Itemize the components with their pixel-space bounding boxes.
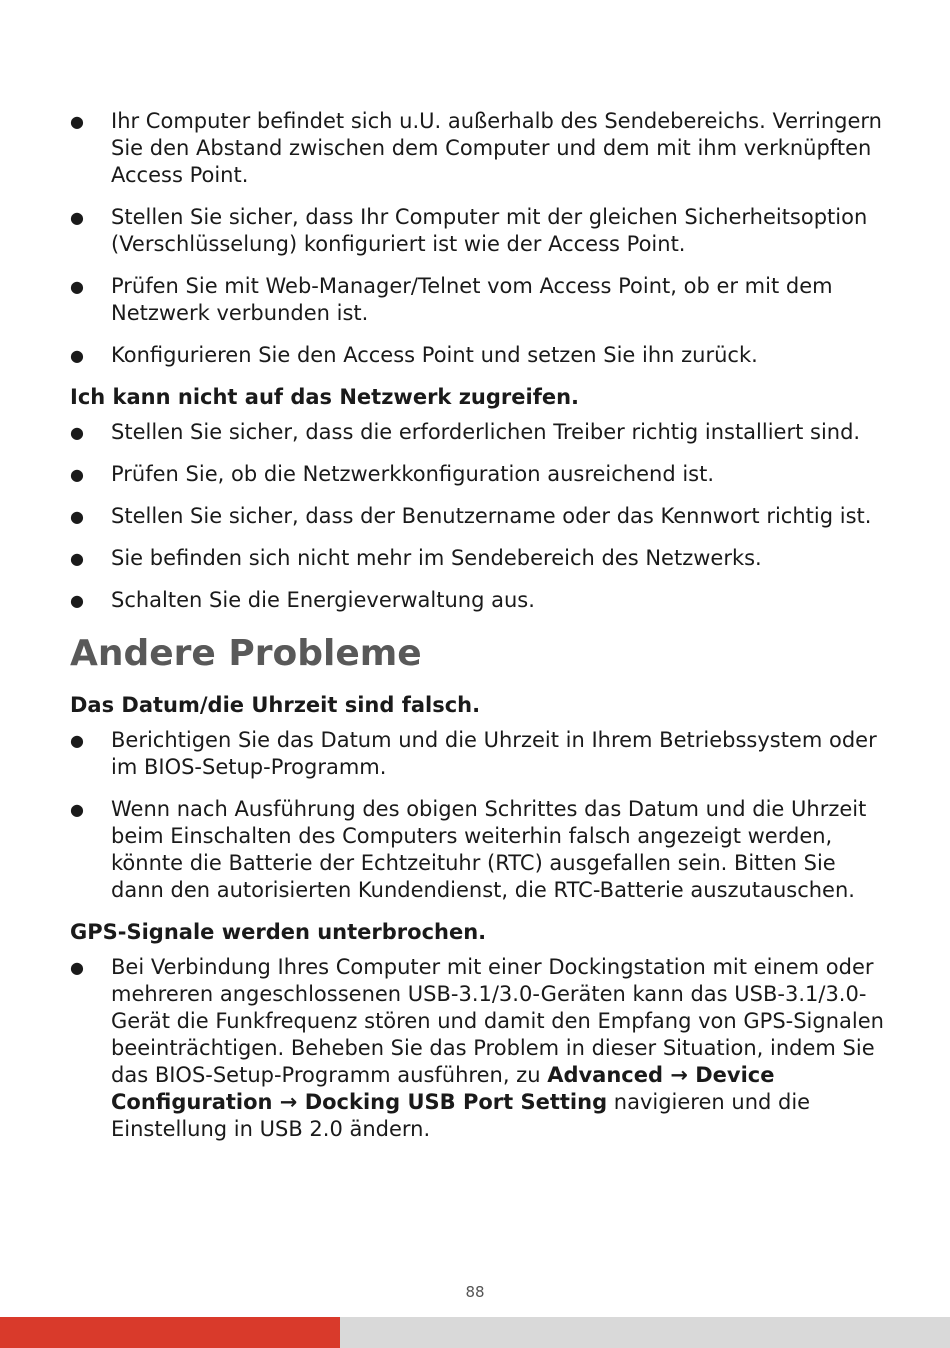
top-bullet-list <box>70 108 885 369</box>
list-item-text: Prüfen Sie, ob die Netzwerkkonfiguration ausreichend ist. <box>111 462 715 486</box>
bullet-icon: ● <box>70 112 84 131</box>
bullet-icon: ● <box>70 507 84 526</box>
list-item <box>70 545 885 572</box>
list-item-text: Stellen Sie sicher, dass die erforderlichen Treiber richtig installiert sind. <box>111 420 861 444</box>
network-bullet-list <box>70 419 885 614</box>
section-title: Andere Probleme <box>70 633 422 674</box>
gps-bullet-list <box>70 954 885 1143</box>
bullet-icon: ● <box>70 731 84 750</box>
subheading-datetime: Das Datum/die Uhrzeit sind falsch. <box>70 693 481 717</box>
list-item <box>70 503 885 530</box>
list-item <box>70 727 885 781</box>
datetime-bullet-list <box>70 727 885 904</box>
footer-accent-red <box>0 1317 340 1348</box>
bios-menu-path: Advanced → Device Configuration → Docking USB Port Setting <box>111 1063 775 1114</box>
bullet-icon: ● <box>70 346 84 365</box>
list-item <box>70 954 885 1143</box>
bullet-icon: ● <box>70 958 84 977</box>
subheading-network: Ich kann nicht auf das Netzwerk zugreifen. <box>70 385 580 409</box>
list-item-text: Prüfen Sie mit Web-Manager/Telnet vom Access Point, ob er mit dem Netzwerk verbunden ist. <box>111 274 833 325</box>
bullet-icon: ● <box>70 208 84 227</box>
footer-bar <box>0 1317 950 1348</box>
list-item-text: Sie befinden sich nicht mehr im Sendebereich des Netzwerks. <box>111 546 762 570</box>
list-item <box>70 796 885 904</box>
list-item-text: Bei Verbindung Ihres Computer mit einer Dockingstation mit einem oder mehreren angeschlossenen USB-3.1/3.0-Geräten kann das USB-3.1/3.0-Gerät die Funkfrequenz stören und damit den Empfang von GPS-Signalen beeinträchtigen. Beheben Sie das Problem in dieser Situation, indem Sie das BIOS-Setup-Programm ausführen, zu <box>111 955 884 1087</box>
bullet-icon: ● <box>70 423 84 442</box>
list-item <box>70 204 885 258</box>
bullet-icon: ● <box>70 465 84 484</box>
list-item-text: Wenn nach Ausführung des obigen Schrittes das Datum und die Uhrzeit beim Einschalten des Computers weiterhin falsch angezeigt werden, könnte die Batterie der Echtzeituhr (RTC) ausgefallen sein. Bitten Sie dann den autorisierten Kundendienst, die RTC-Batterie auszutauschen. <box>111 797 867 902</box>
list-item-text: Schalten Sie die Energieverwaltung aus. <box>111 588 535 612</box>
page-content <box>70 108 885 1158</box>
bullet-icon: ● <box>70 800 84 819</box>
list-item <box>70 273 885 327</box>
list-item-text: Stellen Sie sicher, dass Ihr Computer mit der gleichen Sicherheitsoption (Verschlüsselung) konfiguriert ist wie der Access Point. <box>111 205 868 256</box>
list-item <box>70 461 885 488</box>
list-item-text: Stellen Sie sicher, dass der Benutzername oder das Kennwort richtig ist. <box>111 504 872 528</box>
bullet-icon: ● <box>70 549 84 568</box>
list-item-text-end: navigieren und die Einstellung in USB 2.0 ändern. <box>111 1090 811 1141</box>
page-number: 88 <box>465 1283 485 1301</box>
list-item <box>70 587 885 614</box>
subheading-gps: GPS-Signale werden unterbrochen. <box>70 920 487 944</box>
bullet-icon: ● <box>70 277 84 296</box>
list-item <box>70 108 885 189</box>
list-item-text: Berichtigen Sie das Datum und die Uhrzeit in Ihrem Betriebssystem oder im BIOS-Setup-Programm. <box>111 728 877 779</box>
list-item <box>70 419 885 446</box>
bullet-icon: ● <box>70 591 84 610</box>
list-item-text: Ihr Computer befindet sich u.U. außerhalb des Sendebereichs. Verringern Sie den Abstand zwischen dem Computer und dem mit ihm verknüpften Access Point. <box>111 109 882 187</box>
footer-accent-grey <box>340 1317 950 1348</box>
list-item <box>70 342 885 369</box>
list-item-text: Konfigurieren Sie den Access Point und setzen Sie ihn zurück. <box>111 343 758 367</box>
